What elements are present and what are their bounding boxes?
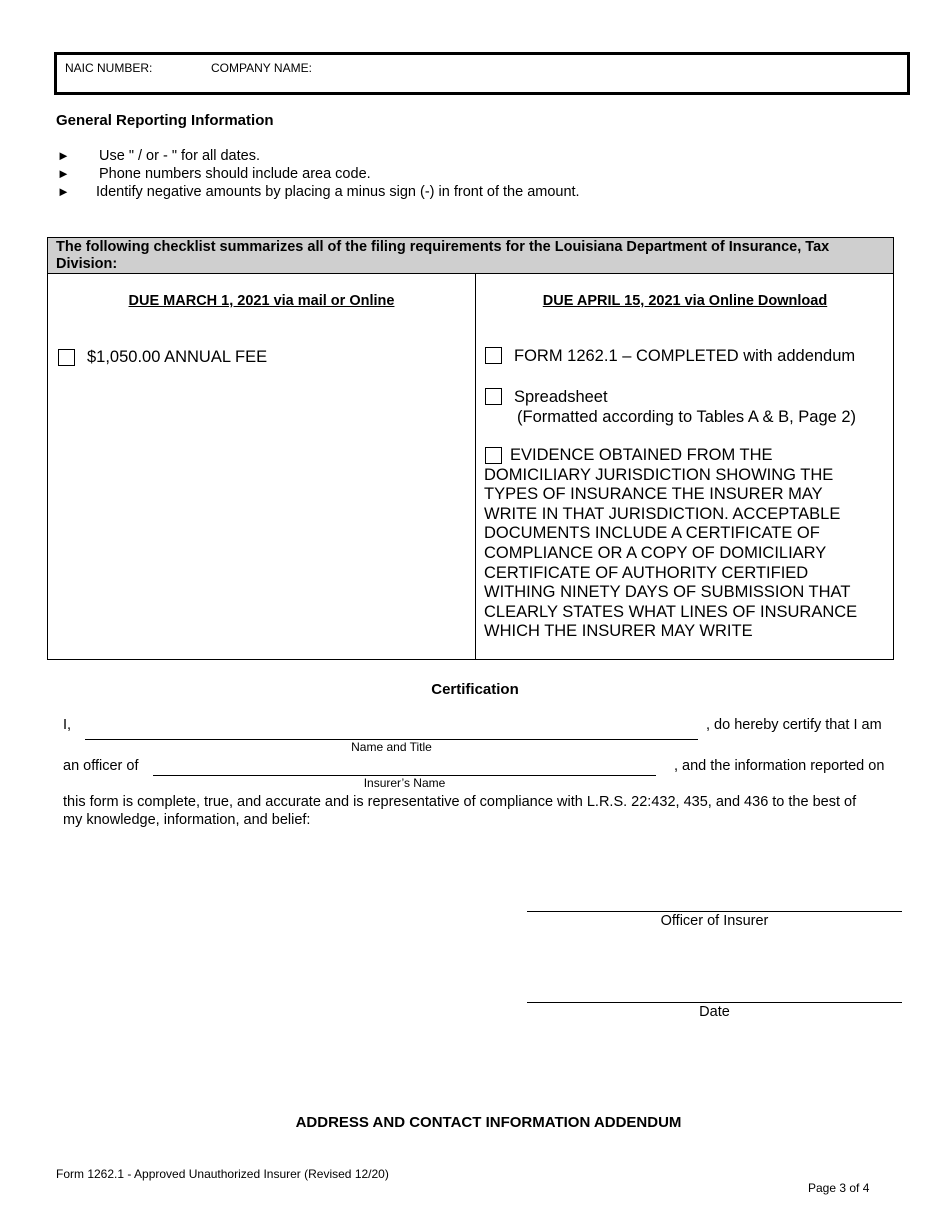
filing-checklist-table <box>47 237 894 660</box>
evidence-line: COMPLIANCE OR A COPY OF DOMICILIARY <box>484 543 827 562</box>
page-number: Page 3 of 4 <box>808 1181 870 1195</box>
arrow-right-icon: ► <box>57 148 70 163</box>
date-signature-line[interactable] <box>527 1002 902 1003</box>
annual-fee-label: $1,050.00 ANNUAL FEE <box>87 348 268 366</box>
arrow-right-icon: ► <box>57 166 70 181</box>
form-checkbox-wrapper[interactable] <box>485 347 502 369</box>
bullet-text: Phone numbers should include area code. <box>99 166 371 182</box>
i-label: I, <box>63 717 72 733</box>
checkbox-form-1262[interactable] <box>485 347 502 364</box>
company-name-label: COMPANY NAME: <box>211 61 312 75</box>
certification-statement-line2: my knowledge, information, and belief: <box>63 812 311 828</box>
spreadsheet-checkbox-wrapper[interactable] <box>485 388 502 410</box>
info-reported-text: , and the information reported on <box>674 758 885 774</box>
evidence-line: EVIDENCE OBTAINED FROM THE <box>510 446 773 464</box>
officer-of-label: an officer of <box>63 758 139 774</box>
due-april-title: DUE APRIL 15, 2021 via Online Download <box>542 293 828 309</box>
evidence-line: CLEARLY STATES WHAT LINES OF INSURANCE <box>484 602 858 621</box>
evidence-text-block <box>484 446 889 642</box>
date-label: Date <box>699 1004 730 1020</box>
evidence-line: DOCUMENTS INCLUDE A CERTIFICATE OF <box>484 524 820 543</box>
naic-number-label: NAIC NUMBER: <box>65 61 153 75</box>
certification-statement-line1: this form is complete, true, and accurate and is representative of compliance with L.R.S. 22:432, 435, and 436 to the best of <box>63 794 857 810</box>
evidence-line: WRITE IN THAT JURISDICTION. ACCEPTABLE <box>484 504 841 523</box>
form-1262-label: FORM 1262.1 – COMPLETED with addendum <box>514 347 856 365</box>
insurer-name-label: Insurer’s Name <box>363 776 446 790</box>
due-march-title: DUE MARCH 1, 2021 via mail or Online <box>128 293 395 309</box>
general-reporting-title: General Reporting Information <box>56 112 274 129</box>
certification-title: Certification <box>431 681 519 698</box>
bullet-item <box>57 184 580 200</box>
spreadsheet-format-note: (Formatted according to Tables A & B, Page 2) <box>517 408 857 426</box>
addendum-title: ADDRESS AND CONTACT INFORMATION ADDENDUM <box>295 1114 682 1131</box>
arrow-right-icon: ► <box>57 184 70 199</box>
bullet-item <box>57 166 371 182</box>
spreadsheet-label: Spreadsheet <box>514 388 608 406</box>
bullet-text: Identify negative amounts by placing a minus sign (-) in front of the amount. <box>96 184 580 200</box>
evidence-line: CERTIFICATE OF AUTHORITY CERTIFIED <box>484 563 809 582</box>
evidence-line: TYPES OF INSURANCE THE INSURER MAY <box>484 485 823 504</box>
certify-text: , do hereby certify that I am <box>706 717 882 733</box>
evidence-line: WITHING NINETY DAYS OF SUBMISSION THAT <box>484 583 851 602</box>
bullet-text: Use " / or - " for all dates. <box>99 148 260 164</box>
bullet-item <box>57 148 260 164</box>
form-footer-name: Form 1262.1 - Approved Unauthorized Insurer (Revised 12/20) <box>56 1167 389 1181</box>
company-header-box <box>54 52 910 95</box>
name-title-label: Name and Title <box>351 740 432 754</box>
checkbox-spreadsheet[interactable] <box>485 388 502 405</box>
checklist-heading: The following checklist summarizes all of the filing requirements for the Louisiana Department of Insurance, Tax Division: <box>48 238 893 274</box>
evidence-line: DOMICILIARY JURISDICTION SHOWING THE <box>484 465 834 484</box>
checkbox-annual-fee[interactable] <box>58 349 75 366</box>
officer-signature-line[interactable] <box>527 911 902 912</box>
annual-fee-checkbox[interactable] <box>58 349 75 371</box>
column-divider <box>475 274 476 659</box>
officer-of-insurer-label: Officer of Insurer <box>660 913 769 929</box>
evidence-line: WHICH THE INSURER MAY WRITE <box>484 622 753 641</box>
